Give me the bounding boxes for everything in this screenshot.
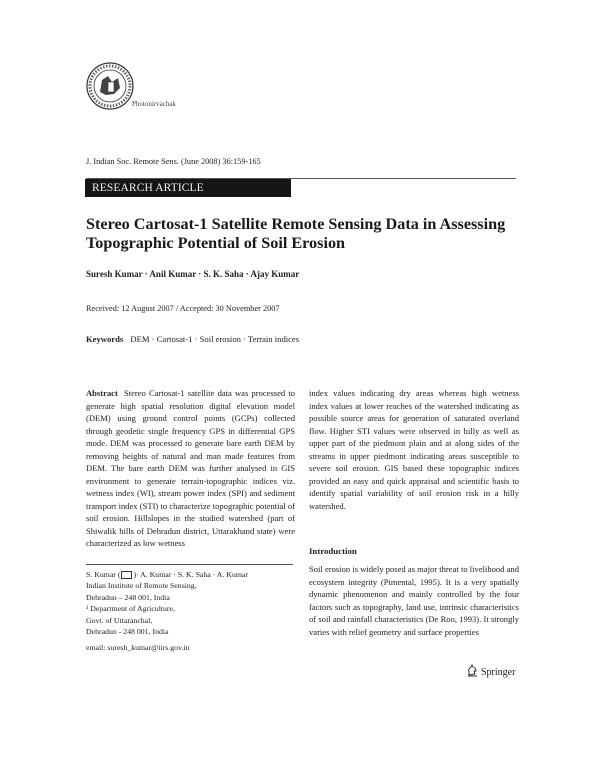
publisher-name: Springer [481,666,516,678]
footnote-rule [86,564,293,565]
envelope-icon [121,571,132,579]
affiliation-block [86,569,248,637]
publisher-logo [467,664,515,680]
springer-knight-icon [467,664,478,680]
affiliation-authors: S. Kumar ( )· A. Kumar · S. K. Saha · A. Kumar [86,570,248,579]
affiliation-line: Govt. of Uttaranchal, [86,615,153,625]
abstract-right-column [309,387,519,512]
journal-reference: J. Indian Soc. Remote Sens. (June 2008) 36:159-165 [86,157,261,166]
affiliation-line: ¹ Department of Agriculture, [86,604,175,614]
article-type-label: RESEARCH ARTICLE [92,182,204,194]
introduction-text: Soil erosion is widely posed as major threat to livelihood and ecosystem integrity (Pimental, 1995). It is a very spatially dynamic phenomenon and mainly controlled by the four factors such as topography, land use, intrinsic characteristics of soil and rainfall characteristics (De Roo, 1993). It strongly varies with relief geometry and surface properties [309,564,519,637]
keywords-label: Keywords [86,334,124,344]
affiliation-line: Indian Institute of Remote Sensing, [86,581,197,591]
keywords [86,334,299,344]
abstract-label: Abstract [86,388,118,398]
keywords-list: DEM · Cartosat-1 · Soil erosion · Terrain indices [130,334,300,344]
abstract-text-left: Stereo Cartosat-1 satellite data was processed to generate high spatial resolution digital elevation model (DEM) using ground control points (GCPs) collected through geodetic single frequency GPS in differential GPS mode. DEM was processed to generate bare earth DEM by removing heights of natural and man made features from DEM. The bare earth DEM was further analysed in GIS environment to generate terrain-topographic indices viz. wetness index (WI), stream power index (SPI) and sediment transport index (STI) to characterize topographic potential of soil erosion. Hillslopes in the studied watershed (part of Shiwalik hills of Dehradun district, Uttarakhand state) were characterized as low wetness [86,388,295,548]
title-line-2: Topographic Potential of Soil Erosion [86,234,346,252]
abstract-text-right: index values indicating dry areas whereas high wetness index values at lower reaches of the watershed indicating as possible source areas for generation of saturated overland flow. Higher STI values were observed in hilly as well as upper part of the piedmont plain and at along sides of the streams in upper piedmont indicating areas susceptible to severe soil erosion. GIS based these topographic indices provided an easy and quick appraisal and scientific basis to identify spatial variability of soil erosion risk in a hilly watershed. [309,388,519,511]
submission-dates: Received: 12 August 2007 / Accepted: 30 November 2007 [86,304,280,313]
abstract-left-column [86,387,295,550]
introduction-heading: Introduction [309,546,357,556]
author-list: Suresh Kumar · Anil Kumar · S. K. Saha · Ajay Kumar [86,269,300,279]
affiliation-line: Dehradun – 248 001, India [86,592,170,602]
paper-title [86,215,526,253]
contact-email[interactable]: email: suresh_kumar@iirs.gov.in [86,643,190,652]
society-seal-icon [86,62,134,110]
affiliation-line: Dehradun - 248 001, India [86,627,169,637]
title-line-1: Stereo Cartosat-1 Satellite Remote Sensing Data in Assessing [86,215,506,233]
logo-caption: Photonirvachak [132,100,176,108]
